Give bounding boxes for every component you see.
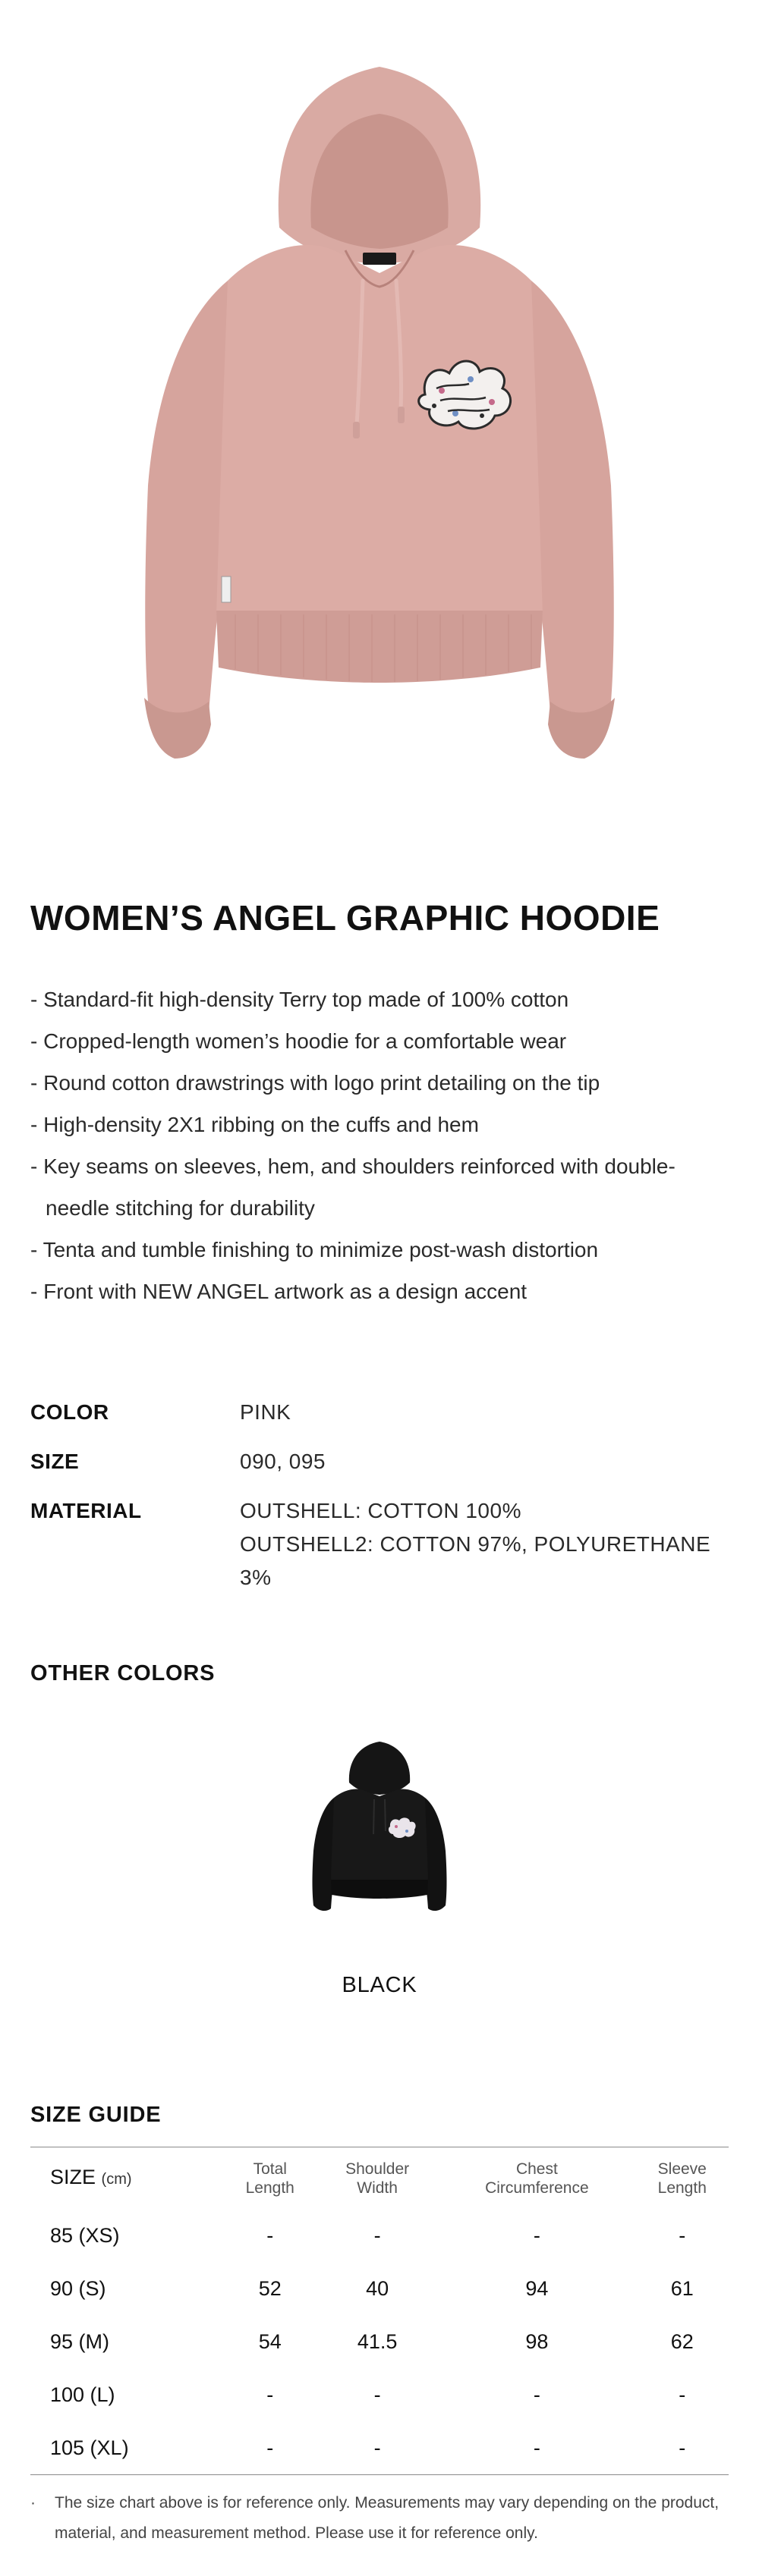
table-cell: - <box>533 2224 540 2247</box>
spec-label: SIZE <box>30 1450 80 1473</box>
size-cell: 100 (L) <box>50 2383 115 2406</box>
table-cell: - <box>636 2422 729 2475</box>
table-row <box>30 2210 729 2263</box>
table-row <box>30 2422 729 2475</box>
swatch-label-black: BLACK <box>342 1973 417 1997</box>
spec-value <box>240 1494 729 1594</box>
table-cell: - <box>438 2422 635 2475</box>
table-cell: - <box>266 2224 274 2247</box>
table-row <box>30 2263 729 2316</box>
table-cell: 62 <box>670 2330 694 2353</box>
size-cell: 90 (S) <box>50 2277 106 2300</box>
feature-item: - Tenta and tumble finishing to minimize post-wash distortion <box>30 1238 599 1261</box>
feature-item: - High-density 2X1 ribbing on the cuffs and hem <box>30 1113 479 1136</box>
spec-row-color <box>30 1396 729 1429</box>
table-cell: - <box>224 2422 317 2475</box>
other-colors-title: OTHER COLORS <box>30 1661 216 1685</box>
table-cell: - <box>679 2383 686 2406</box>
material-line: OUTSHELL: COTTON 100% <box>240 1499 521 1522</box>
table-cell: - <box>317 2422 438 2475</box>
column-header-chest-circumference: Chest Circumference <box>485 2160 589 2197</box>
spec-label: MATERIAL <box>30 1499 142 1522</box>
table-cell: 52 <box>258 2277 282 2300</box>
feature-item: - Round cotton drawstrings with logo print detailing on the tip <box>30 1071 600 1095</box>
material-line: OUTSHELL2: COTTON 97%, POLYURETHANE 3% <box>240 1532 711 1589</box>
table-cell: 41.5 <box>357 2330 398 2353</box>
black-hoodie-thumbnail <box>288 1737 471 1949</box>
column-header-shoulder-width: Shoulder Width <box>345 2160 410 2197</box>
feature-list <box>30 979 729 1312</box>
table-cell: - <box>266 2383 274 2406</box>
feature-item: - Front with NEW ANGEL artwork as a design accent <box>30 1280 528 1303</box>
spec-value: 090, 095 <box>240 1450 326 1473</box>
product-title: WOMEN’S ANGEL GRAPHIC HOODIE <box>30 898 660 938</box>
table-cell: 54 <box>258 2330 282 2353</box>
table-row <box>30 2316 729 2369</box>
table-cell: 40 <box>366 2277 389 2300</box>
feature-item: - Standard-fit high-density Terry top made of 100% cotton <box>30 988 569 1011</box>
color-swatch-black[interactable] <box>288 1737 471 1949</box>
note-text: The size chart above is for reference only. Measurements may vary depending on the product, material, and measurement method. Please use it for reference only. <box>55 2494 720 2542</box>
size-guide-table <box>30 2147 729 2475</box>
size-cell: 85 (XS) <box>50 2224 120 2247</box>
size-guide-title: SIZE GUIDE <box>30 2103 162 2127</box>
table-cell: - <box>679 2224 686 2247</box>
table-cell: 98 <box>525 2330 549 2353</box>
table-cell: - <box>373 2224 381 2247</box>
spec-value: PINK <box>240 1400 291 1424</box>
size-cell: 105 (XL) <box>30 2422 224 2475</box>
spec-table <box>30 1396 729 1610</box>
table-cell: - <box>373 2383 381 2406</box>
spec-row-size <box>30 1445 729 1478</box>
column-header-sleeve-length: Sleeve Length <box>657 2160 707 2197</box>
table-row <box>30 2369 729 2422</box>
pink-hoodie-illustration <box>0 0 759 827</box>
product-image <box>0 0 759 827</box>
table-cell: 61 <box>670 2277 694 2300</box>
size-table-header <box>30 2147 729 2210</box>
feature-item: - Key seams on sleeves, hem, and shoulders reinforced with double-needle stitching for durability <box>30 1154 676 1220</box>
size-cell: 95 (M) <box>50 2330 110 2353</box>
spec-row-material <box>30 1494 729 1594</box>
table-cell: - <box>533 2383 540 2406</box>
size-guide-note <box>30 2488 729 2549</box>
spec-label: COLOR <box>30 1400 109 1424</box>
feature-item: - Cropped-length women’s hoodie for a comfortable wear <box>30 1029 567 1053</box>
table-cell: 94 <box>525 2277 549 2300</box>
column-header-total-length: Total Length <box>245 2160 294 2197</box>
size-column-header: SIZE (cm) <box>50 2165 132 2188</box>
note-bullet: · <box>30 2494 36 2512</box>
